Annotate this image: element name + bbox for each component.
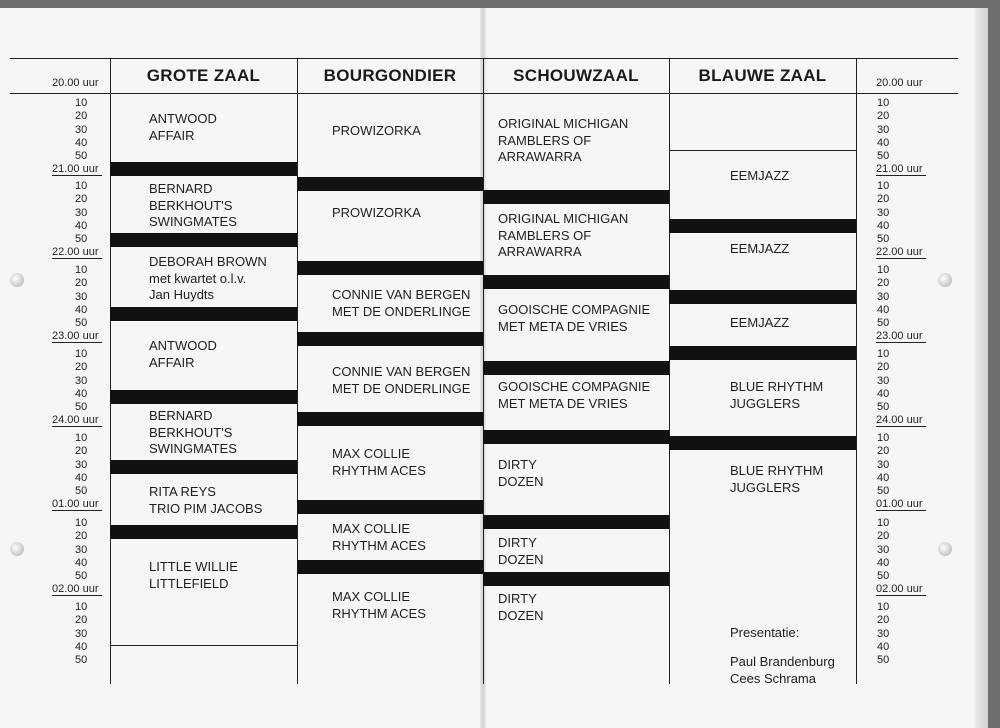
hour-marker: 22.00 uur (52, 246, 102, 259)
minute-ticks (75, 180, 87, 246)
minute-tick: 50 (877, 570, 890, 583)
minute-ticks (877, 180, 889, 246)
minute-ticks (877, 432, 889, 498)
minute-tick: 30 (877, 543, 890, 556)
act-schouwzaal: ORIGINAL MICHIGAN RAMBLERS OF ARRAWARRA (498, 211, 629, 259)
minute-tick: 30 (877, 458, 890, 471)
start-time-left: 20.00 uur (52, 77, 99, 89)
minute-tick: 20 (75, 614, 88, 627)
table-bottom-rule (110, 645, 297, 646)
break-bar (483, 430, 669, 444)
minute-tick: 10 (877, 432, 890, 444)
minute-ticks (877, 601, 889, 667)
act-grote-zaal: ANTWOOD AFFAIR (149, 111, 217, 143)
minute-tick: 20 (877, 530, 890, 543)
minute-tick: 50 (877, 485, 890, 498)
hour-marker: 22.00 uur (876, 246, 926, 259)
minute-tick: 20 (877, 445, 890, 458)
break-bar (669, 219, 856, 233)
act-bourgondier: MAX COLLIE RHYTHM ACES (332, 446, 426, 478)
minute-tick: 20 (877, 277, 890, 290)
minute-tick: 20 (877, 361, 890, 374)
minute-tick: 30 (877, 374, 890, 387)
minute-tick: 20 (877, 614, 890, 627)
minute-tick: 40 (877, 387, 890, 400)
hour-marker: 01.00 uur (52, 498, 102, 511)
break-bar (110, 307, 297, 321)
minute-tick: 10 (877, 97, 890, 109)
minute-tick: 10 (75, 432, 88, 444)
minute-tick: 50 (877, 654, 890, 667)
act-grote-zaal: BERNARD BERKHOUT'S SWINGMATES (149, 408, 237, 456)
act-grote-zaal: RITA REYS TRIO PIM JACOBS (149, 484, 263, 516)
minute-tick: 30 (75, 206, 88, 219)
column-divider (856, 58, 857, 684)
minute-tick: 40 (877, 556, 890, 569)
minute-ticks (75, 264, 87, 330)
minute-tick: 20 (75, 445, 88, 458)
act-schouwzaal: DIRTY DOZEN (498, 591, 544, 623)
hour-marker: 24.00 uur (52, 414, 102, 427)
break-bar (483, 190, 669, 204)
start-time-right: 20.00 uur (876, 77, 923, 89)
act-bourgondier: PROWIZORKA (332, 205, 421, 220)
minute-ticks (75, 97, 87, 163)
break-bar (483, 275, 669, 289)
act-bourgondier: CONNIE VAN BERGEN MET DE ONDERLINGE (332, 364, 471, 396)
minute-tick: 40 (75, 219, 88, 232)
break-bar (110, 233, 297, 247)
column-divider (297, 58, 298, 684)
minute-ticks (75, 517, 87, 583)
minute-tick: 10 (75, 97, 88, 109)
minute-tick: 20 (877, 193, 890, 206)
hour-marker: 01.00 uur (876, 498, 926, 511)
act-schouwzaal: GOOISCHE COMPAGNIE MET META DE VRIES (498, 302, 651, 334)
minute-tick: 40 (877, 219, 890, 232)
act-grote-zaal: DEBORAH BROWN met kwartet o.l.v. Jan Huydts (149, 254, 267, 302)
break-bar (669, 436, 856, 450)
act-bourgondier: MAX COLLIE RHYTHM ACES (332, 521, 426, 553)
minute-tick: 50 (75, 233, 88, 246)
act-blauwe-zaal: BLUE RHYTHM JUGGLERS (730, 379, 824, 411)
minute-tick: 30 (877, 290, 890, 303)
act-blauwe-zaal: EEMJAZZ (730, 241, 790, 256)
act-grote-zaal: LITTLE WILLIE LITTLEFIELD (149, 559, 238, 591)
minute-tick: 10 (75, 601, 88, 613)
minute-tick: 30 (877, 123, 890, 136)
minute-tick: 30 (75, 458, 88, 471)
minute-tick: 50 (75, 570, 88, 583)
act-schouwzaal: DIRTY DOZEN (498, 457, 544, 489)
minute-ticks (877, 264, 889, 330)
column-divider (669, 58, 670, 684)
break-bar (297, 560, 483, 574)
minute-ticks (877, 348, 889, 414)
room-header-blauwe-zaal: BLAUWE ZAAL (698, 66, 827, 85)
minute-tick: 30 (75, 290, 88, 303)
act-blauwe-zaal: BLUE RHYTHM JUGGLERS (730, 463, 824, 495)
act-blauwe-zaal: EEMJAZZ (730, 315, 790, 330)
break-bar (297, 412, 483, 426)
minute-ticks (877, 517, 889, 583)
minute-tick: 30 (877, 206, 890, 219)
minute-ticks (75, 432, 87, 498)
minute-ticks (75, 348, 87, 414)
hour-marker: 02.00 uur (52, 583, 102, 596)
hour-marker: 24.00 uur (876, 414, 926, 427)
minute-tick: 40 (877, 136, 890, 149)
minute-tick: 50 (75, 654, 88, 667)
minute-tick: 20 (75, 110, 88, 123)
hour-marker: 23.00 uur (876, 330, 926, 343)
room-header-schouwzaal: SCHOUWZAAL (513, 66, 639, 85)
act-bourgondier: CONNIE VAN BERGEN MET DE ONDERLINGE (332, 287, 471, 319)
act-bourgondier: PROWIZORKA (332, 123, 421, 138)
break-bar (297, 261, 483, 275)
column-divider (110, 58, 111, 684)
act-grote-zaal: BERNARD BERKHOUT'S SWINGMATES (149, 181, 237, 229)
minute-tick: 20 (877, 110, 890, 123)
minute-tick: 30 (75, 374, 88, 387)
minute-tick: 50 (75, 401, 88, 414)
minute-tick: 40 (75, 387, 88, 400)
presenter-name: Cees Schrama (730, 670, 816, 686)
break-bar (297, 332, 483, 346)
minute-tick: 30 (877, 627, 890, 640)
minute-tick: 50 (75, 317, 88, 330)
minute-tick: 50 (75, 485, 88, 498)
minute-tick: 50 (877, 317, 890, 330)
minute-tick: 40 (75, 640, 88, 653)
minute-tick: 30 (75, 543, 88, 556)
minute-tick: 30 (75, 123, 88, 136)
minute-tick: 20 (75, 361, 88, 374)
break-bar (669, 290, 856, 304)
minute-tick: 10 (877, 348, 890, 360)
minute-tick: 10 (877, 517, 890, 529)
break-bar (483, 515, 669, 529)
minute-ticks (877, 97, 889, 163)
hour-marker: 21.00 uur (52, 163, 102, 176)
hour-marker: 02.00 uur (876, 583, 926, 596)
minute-tick: 40 (877, 640, 890, 653)
minute-tick: 40 (75, 303, 88, 316)
act-schouwzaal: GOOISCHE COMPAGNIE MET META DE VRIES (498, 379, 651, 411)
minute-tick: 10 (75, 264, 88, 276)
minute-tick: 40 (877, 303, 890, 316)
break-bar (110, 525, 297, 539)
act-grote-zaal: ANTWOOD AFFAIR (149, 338, 217, 370)
minute-tick: 50 (877, 150, 890, 163)
minute-tick: 10 (877, 601, 890, 613)
break-bar (110, 162, 297, 176)
minute-tick: 20 (75, 530, 88, 543)
minute-tick: 40 (877, 471, 890, 484)
minute-tick: 10 (877, 264, 890, 276)
minute-tick: 10 (75, 180, 88, 192)
minute-ticks (75, 601, 87, 667)
presentatie-label: Presentatie: (730, 625, 800, 640)
break-bar (483, 361, 669, 375)
minute-tick: 20 (75, 193, 88, 206)
break-bar (297, 500, 483, 514)
minute-tick: 10 (75, 517, 88, 529)
minute-tick: 50 (877, 401, 890, 414)
act-schouwzaal: ORIGINAL MICHIGAN RAMBLERS OF ARRAWARRA (498, 116, 629, 164)
act-bourgondier: MAX COLLIE RHYTHM ACES (332, 589, 426, 621)
minute-tick: 10 (877, 180, 890, 192)
minute-tick: 10 (75, 348, 88, 360)
act-schouwzaal: DIRTY DOZEN (498, 535, 544, 567)
presenter-name: Paul Brandenburg (730, 654, 835, 669)
break-bar (110, 390, 297, 404)
minute-tick: 30 (75, 627, 88, 640)
minute-tick: 50 (877, 233, 890, 246)
room-header-bourgondier: BOURGONDIER (323, 66, 457, 85)
hour-marker: 23.00 uur (52, 330, 102, 343)
act-blauwe-zaal: EEMJAZZ (730, 168, 790, 183)
presentatie-names (730, 654, 835, 687)
minute-tick: 50 (75, 150, 88, 163)
minute-tick: 20 (75, 277, 88, 290)
minute-tick: 40 (75, 136, 88, 149)
break-bar (297, 177, 483, 191)
room-header-grote-zaal: GROTE ZAAL (146, 66, 261, 85)
break-bar (110, 460, 297, 474)
minute-tick: 40 (75, 556, 88, 569)
minute-tick: 40 (75, 471, 88, 484)
hour-marker: 21.00 uur (876, 163, 926, 176)
break-bar (483, 572, 669, 586)
slot-rule (669, 150, 856, 151)
break-bar (669, 346, 856, 360)
